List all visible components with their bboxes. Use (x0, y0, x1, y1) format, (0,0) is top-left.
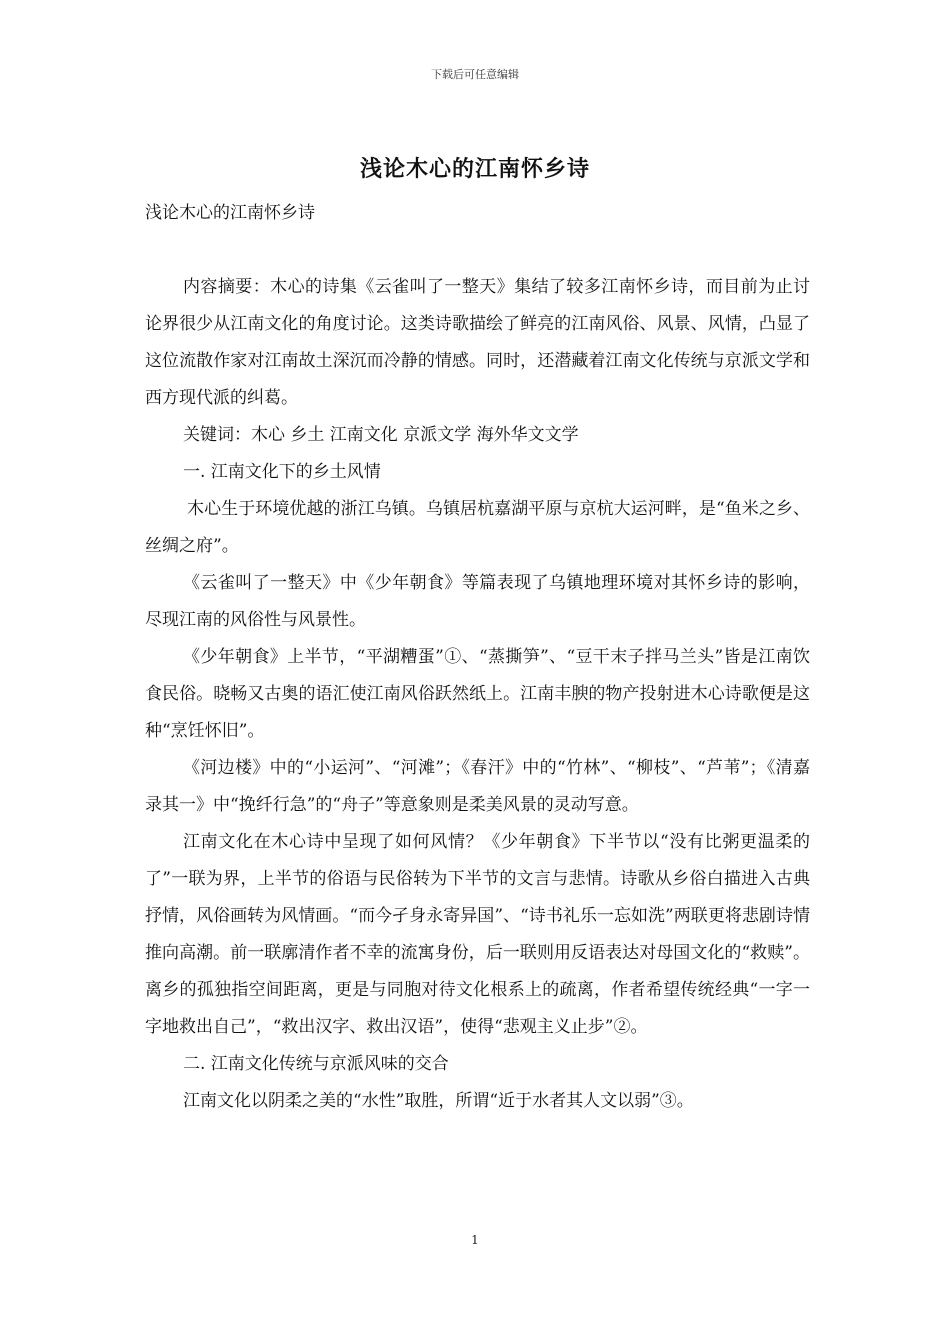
body-paragraph: 江南文化在木心诗中呈现了如何风情？《少年朝食》下半节以“没有比粥更温柔的了”一联为界，上半节的俗语与民俗转为下半节的文言与悲情。诗歌从乡俗白描进入古典抒情，风俗画转为风情画。“而今孑身永寄异国”、“诗书礼乐一忘如洗”两联更将悲剧诗情推向高潮。前一联廓清作者不幸的流寓身份，后一联则用反语表达对母国文化的“救赎”。离乡的孤独指空间距离，更是与同胞对待文化根系上的疏离，作者希望传统经典“一字一字地救出自己”，“救出汉字、救出汉语”，使得“悲观主义止步”②。 (145, 832, 810, 1037)
body-paragraph: 木心生于环境优越的浙江乌镇。乌镇居杭嘉湖平原与京杭大运河畔，是“鱼米之乡、丝绸之府”。 (145, 499, 810, 556)
document-body (145, 195, 810, 1120)
keywords-line: 关键词：木心 乡土 江南文化 京派文学 海外华文文学 (183, 425, 579, 445)
abstract-paragraph: 内容摘要：木心的诗集《云雀叫了一整天》集结了较多江南怀乡诗，而目前为止讨论界很少从江南文化的角度讨论。这类诗歌描绘了鲜亮的江南风俗、风景、风情，凸显了这位流散作家对江南故土深沉而冷静的情感。同时，还潜藏着江南文化传统与京派文学和西方现代派的纠葛。 (145, 277, 810, 408)
section-heading-2: 二. 江南文化传统与京派风味的交合 (183, 1054, 449, 1074)
body-paragraph: 《云雀叫了一整天》中《少年朝食》等篇表现了乌镇地理环境对其怀乡诗的影响，尽现江南的风俗性与风景性。 (145, 573, 810, 630)
body-paragraph: 《少年朝食》上半节，“平湖糟蛋”①、“蒸撕笋”、“豆干末子拌马兰头”皆是江南饮食民俗。晓畅又古奥的语汇使江南风俗跃然纸上。江南丰腴的物产投射进木心诗歌便是这种“烹饪怀旧”。 (145, 647, 810, 741)
blank-line (145, 232, 810, 269)
document-title: 浅论木心的江南怀乡诗 (359, 157, 590, 182)
subtitle-line: 浅论木心的江南怀乡诗 (145, 203, 315, 223)
section-heading-1: 一. 江南文化下的乡土风情 (183, 462, 381, 482)
page-number: 1 (471, 1233, 479, 1247)
body-paragraph: 江南文化以阴柔之美的“水性”取胜，所谓“近于水者其人文以弱”③。 (183, 1091, 694, 1111)
header-note: 下载后可任意编辑 (431, 68, 519, 81)
body-paragraph: 《河边楼》中的“小运河”、“河滩”；《春汗》中的“竹林”、“柳枝”、“芦苇”；《清嘉录其一》中“挽纤行急”的“舟子”等意象则是柔美风景的灵动写意。 (145, 758, 810, 815)
